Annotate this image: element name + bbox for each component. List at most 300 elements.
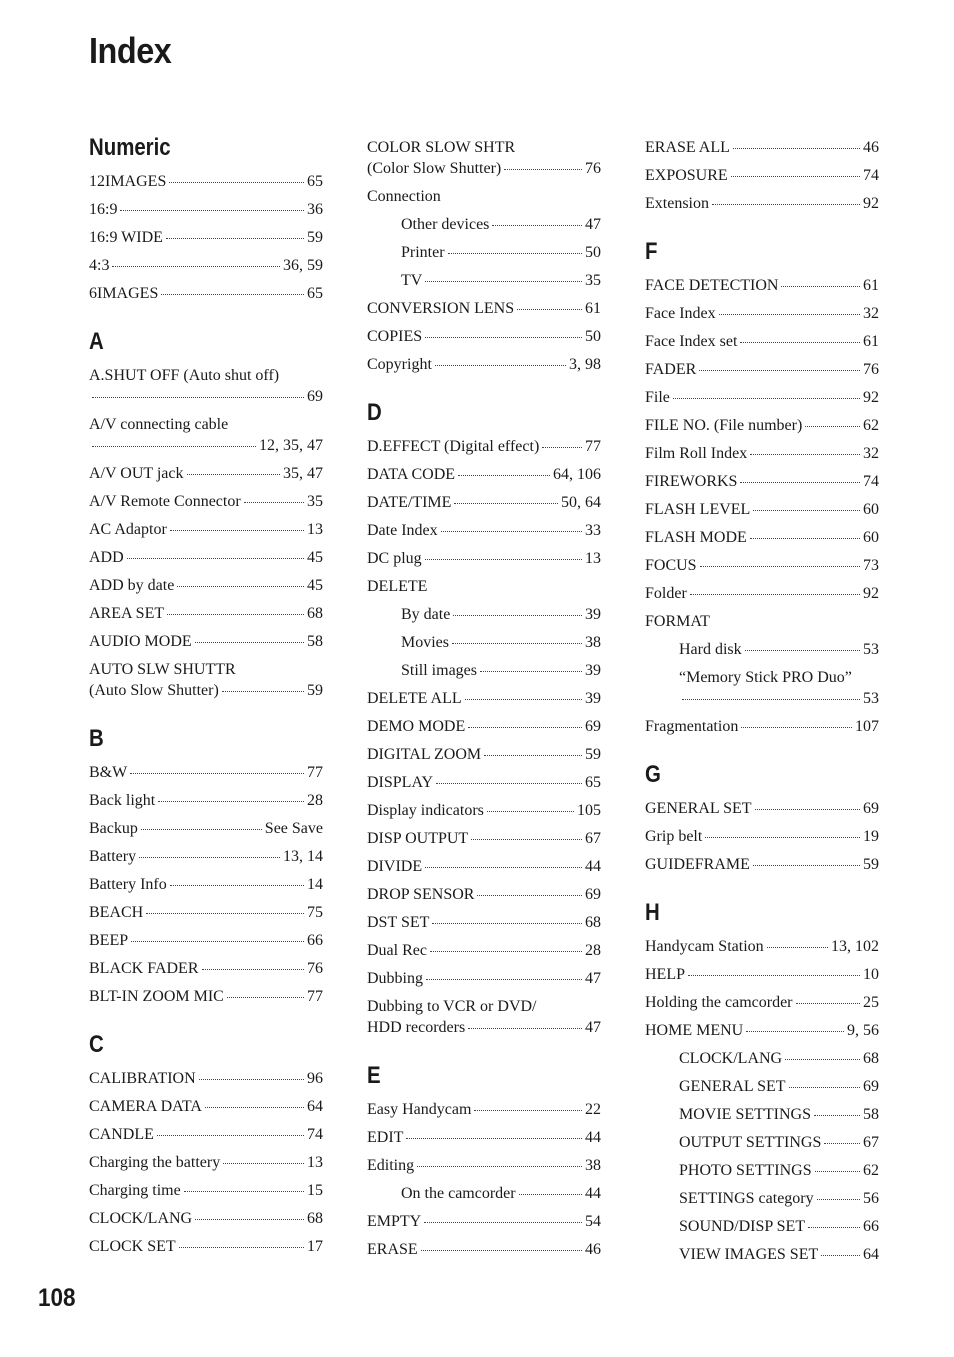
index-entry — [645, 524, 879, 552]
entry-term: By date — [401, 606, 451, 623]
index-entry — [367, 1208, 601, 1236]
entry-pages: 67 — [585, 830, 601, 847]
entry-term: Copyright — [367, 356, 432, 373]
index-entry — [645, 134, 879, 162]
index-entry — [645, 190, 879, 218]
entry-pages: 92 — [863, 585, 879, 602]
entry-row — [89, 386, 323, 407]
dot-leader — [468, 1028, 582, 1029]
entry-row — [679, 1160, 879, 1181]
entry-pages: 66 — [863, 1218, 879, 1235]
dot-leader — [480, 671, 582, 672]
entry-term: BLT-IN ZOOM MIC — [89, 988, 224, 1005]
index-entry — [645, 795, 879, 823]
dot-leader — [424, 1222, 582, 1223]
dot-leader — [690, 594, 860, 595]
entry-term-line: AUTO SLW SHUTTR — [89, 661, 236, 678]
section-heading: C — [89, 1031, 104, 1058]
dot-leader — [202, 969, 305, 970]
dot-leader — [815, 1171, 860, 1172]
dot-leader — [435, 365, 566, 366]
entry-pages: 66 — [307, 932, 323, 949]
index-subentry — [367, 1180, 601, 1208]
entry-pages: 56 — [863, 1190, 879, 1207]
entry-pages: 3, 98 — [569, 356, 601, 373]
page-title: Index — [89, 30, 172, 71]
entry-row — [679, 1076, 879, 1097]
entry-term: B&W — [89, 764, 128, 781]
dot-leader — [781, 286, 860, 287]
dot-leader — [436, 783, 582, 784]
entry-row — [89, 1152, 323, 1173]
entry-pages: 35 — [585, 272, 601, 289]
index-entry — [89, 843, 323, 871]
index-entry — [645, 1017, 879, 1045]
index-entry — [367, 881, 601, 909]
index-entry — [89, 871, 323, 899]
entry-pages: 28 — [585, 942, 601, 959]
entry-term: Extension — [645, 195, 709, 212]
entry-pages: 105 — [577, 802, 601, 819]
entry-pages: 13 — [585, 550, 601, 567]
entry-term: On the camcorder — [401, 1185, 516, 1202]
entry-row — [367, 548, 601, 569]
entry-term: DISP OUTPUT — [367, 830, 469, 847]
dot-leader — [112, 266, 280, 267]
entry-row — [367, 1099, 601, 1120]
entry-row — [645, 555, 879, 576]
index-subentry — [367, 657, 601, 685]
entry-term: FILE NO. (File number) — [645, 417, 803, 434]
entry-row — [645, 443, 879, 464]
entry-term: EXPOSURE — [645, 167, 728, 184]
dot-leader — [785, 1059, 860, 1060]
entry-pages: 59 — [585, 746, 601, 763]
entry-row — [401, 660, 601, 681]
entry-term: DIGITAL ZOOM — [367, 746, 482, 763]
dot-leader — [177, 586, 304, 587]
entry-pages: 50 — [585, 328, 601, 345]
section-heading: Numeric — [89, 134, 171, 161]
entry-row — [89, 255, 323, 276]
dot-leader — [492, 225, 582, 226]
entry-pages: 65 — [585, 774, 601, 791]
entry-term: EDIT — [367, 1129, 404, 1146]
dot-leader — [187, 474, 280, 475]
entry-pages: 50 — [585, 244, 601, 261]
entry-row — [645, 964, 879, 985]
entry-row — [401, 632, 601, 653]
dot-leader — [170, 885, 304, 886]
dot-leader — [454, 503, 558, 504]
dot-leader — [808, 1227, 860, 1228]
index-subentry — [645, 1045, 879, 1073]
dot-leader — [179, 1247, 304, 1248]
entry-pages: 36 — [307, 201, 323, 218]
entry-term: HOME MENU — [645, 1022, 744, 1039]
entry-pages: 59 — [863, 856, 879, 873]
entry-row — [645, 303, 879, 324]
entry-term: Dual Rec — [367, 942, 427, 959]
index-entry — [367, 573, 601, 601]
entry-row — [367, 912, 601, 933]
index-entry — [645, 552, 879, 580]
index-subentry — [645, 1157, 879, 1185]
dot-leader — [92, 446, 256, 447]
dot-leader — [430, 951, 582, 952]
entry-term: Still images — [401, 662, 477, 679]
entry-term: DIVIDE — [367, 858, 423, 875]
index-entry — [645, 961, 879, 989]
entry-pages: 68 — [307, 605, 323, 622]
index-entry — [645, 608, 879, 636]
entry-pages: 74 — [863, 473, 879, 490]
entry-row — [367, 1155, 601, 1176]
entry-pages: 68 — [585, 914, 601, 931]
index-entry — [89, 1233, 323, 1261]
entry-row — [89, 958, 323, 979]
dot-leader — [753, 865, 860, 866]
entry-term: File — [645, 389, 670, 406]
entry-pages: 19 — [863, 828, 879, 845]
index-entry — [89, 224, 323, 252]
entry-term: Back light — [89, 792, 156, 809]
entry-term: VIEW IMAGES SET — [679, 1246, 819, 1263]
index-entry — [367, 713, 601, 741]
entry-pages: 61 — [863, 277, 879, 294]
entry-term: GENERAL SET — [645, 800, 752, 817]
entry-row — [401, 214, 601, 235]
dot-leader — [425, 281, 582, 282]
dot-leader — [417, 1166, 582, 1167]
dot-leader — [474, 1110, 582, 1111]
section-heading: A — [89, 328, 104, 355]
index-column-2 — [367, 134, 601, 1284]
index-entry — [645, 440, 879, 468]
dot-leader — [421, 1250, 582, 1251]
entry-pages: 12, 35, 47 — [259, 437, 323, 454]
index-section — [367, 134, 601, 379]
dot-leader — [504, 169, 582, 170]
entry-term: ERASE — [367, 1241, 418, 1258]
entry-row — [367, 800, 601, 821]
entry-row — [89, 575, 323, 596]
entry-term: Grip belt — [645, 828, 703, 845]
entry-term: Backup — [89, 820, 138, 837]
index-entry — [89, 815, 323, 843]
entry-pages: 68 — [307, 1210, 323, 1227]
entry-row — [679, 1216, 879, 1237]
index-entry — [367, 461, 601, 489]
dot-leader — [425, 867, 582, 868]
dot-leader — [477, 895, 582, 896]
entry-row — [645, 527, 879, 548]
entry-pages: 13, 102 — [831, 938, 879, 955]
entry-term: Fragmentation — [645, 718, 739, 735]
entry-row — [89, 790, 323, 811]
entry-pages: 45 — [307, 577, 323, 594]
index-entry — [367, 937, 601, 965]
entry-term: ADD — [89, 549, 124, 566]
entry-row — [367, 520, 601, 541]
index-subentry — [645, 1129, 879, 1157]
index-entry — [367, 965, 601, 993]
entry-term: BLACK FADER — [89, 960, 199, 977]
entry-pages: 15 — [307, 1182, 323, 1199]
entry-term: Battery Info — [89, 876, 167, 893]
dot-leader — [767, 947, 828, 948]
index-entry — [367, 295, 601, 323]
dot-leader — [688, 975, 860, 976]
entry-row — [89, 491, 323, 512]
entry-row — [645, 165, 879, 186]
entry-term: BEACH — [89, 904, 144, 921]
entry-term: DELETE ALL — [367, 690, 462, 707]
entry-term: Other devices — [401, 216, 490, 233]
entry-term: BEEP — [89, 932, 129, 949]
dot-leader — [746, 1031, 844, 1032]
entry-pages: 32 — [863, 305, 879, 322]
entry-term: CANDLE — [89, 1126, 154, 1143]
entry-row — [89, 762, 323, 783]
entry-row — [645, 992, 879, 1013]
dot-leader — [731, 176, 860, 177]
entry-term: COPIES — [367, 328, 423, 345]
entry-row — [645, 331, 879, 352]
index-entry — [89, 516, 323, 544]
entry-pages: 92 — [863, 195, 879, 212]
dot-leader — [184, 1191, 304, 1192]
entry-row — [679, 1104, 879, 1125]
entry-term: EMPTY — [367, 1213, 422, 1230]
dot-leader — [542, 447, 582, 448]
entry-row — [89, 1236, 323, 1257]
entry-pages: 92 — [863, 389, 879, 406]
entry-pages: 47 — [585, 970, 601, 987]
index-subentry — [645, 1185, 879, 1213]
entry-row — [645, 137, 879, 158]
entry-pages: 46 — [863, 139, 879, 156]
entry-pages: 46 — [585, 1241, 601, 1258]
entry-row — [89, 283, 323, 304]
entry-row — [367, 298, 601, 319]
entry-term: FACE DETECTION — [645, 277, 779, 294]
entry-term: Folder — [645, 585, 687, 602]
entry-term: TV — [401, 272, 423, 289]
entry-term: ADD by date — [89, 577, 175, 594]
entry-row — [89, 227, 323, 248]
index-entry — [367, 1096, 601, 1124]
entry-pages: 53 — [863, 641, 879, 658]
entry-term: (Auto Slow Shutter) — [89, 682, 219, 699]
entry-row — [367, 492, 601, 513]
index-subentry — [367, 211, 601, 239]
entry-term: Charging the battery — [89, 1154, 221, 1171]
dot-leader — [705, 837, 860, 838]
index-subentry — [645, 1213, 879, 1241]
dot-leader — [244, 502, 304, 503]
dot-leader — [824, 1143, 860, 1144]
index-entry — [89, 983, 323, 1011]
section-heading: B — [89, 725, 104, 752]
section-heading: G — [645, 761, 661, 788]
entry-term: HDD recorders — [367, 1019, 466, 1036]
index-subentry — [367, 629, 601, 657]
entry-term: DATA CODE — [367, 466, 456, 483]
entry-pages: 38 — [585, 1157, 601, 1174]
entry-row — [89, 435, 323, 456]
dot-leader — [157, 1135, 304, 1136]
entry-row — [645, 387, 879, 408]
index-entry — [645, 713, 879, 741]
entry-row — [645, 415, 879, 436]
section-heading: E — [367, 1062, 381, 1089]
entry-row — [645, 583, 879, 604]
dot-leader — [131, 941, 304, 942]
index-entry — [89, 362, 323, 411]
entry-pages: 96 — [307, 1070, 323, 1087]
dot-leader — [741, 727, 852, 728]
entry-pages: 38 — [585, 634, 601, 651]
entry-pages: 76 — [307, 960, 323, 977]
dot-leader — [468, 727, 582, 728]
dot-leader — [673, 398, 860, 399]
dot-leader — [796, 1003, 861, 1004]
entry-term: Hard disk — [679, 641, 742, 658]
entry-pages: 25 — [863, 994, 879, 1011]
entry-term: Handycam Station — [645, 938, 764, 955]
entry-pages: 13, 14 — [283, 848, 323, 865]
entry-pages: 10 — [863, 966, 879, 983]
dot-leader — [789, 1087, 860, 1088]
entry-row — [645, 499, 879, 520]
entry-term: (Color Slow Shutter) — [367, 160, 502, 177]
entry-row — [367, 1127, 601, 1148]
entry-row — [89, 171, 323, 192]
entry-term: 12IMAGES — [89, 173, 167, 190]
index-entry — [89, 899, 323, 927]
dot-leader — [814, 1115, 860, 1116]
entry-term: AUDIO MODE — [89, 633, 192, 650]
entry-term: MOVIE SETTINGS — [679, 1106, 811, 1123]
entry-pages: 73 — [863, 557, 879, 574]
entry-pages: 47 — [585, 1019, 601, 1036]
entry-row — [367, 436, 601, 457]
index-entry — [89, 628, 323, 656]
entry-term: SOUND/DISP SET — [679, 1218, 806, 1235]
dot-leader — [452, 643, 582, 644]
entry-pages: 53 — [863, 690, 879, 707]
entry-row — [401, 1183, 601, 1204]
index-section — [89, 725, 323, 1011]
dot-leader — [750, 538, 860, 539]
entry-row — [89, 631, 323, 652]
entry-term-line: Connection — [367, 188, 441, 205]
dot-leader — [127, 558, 304, 559]
entry-term: DEMO MODE — [367, 718, 466, 735]
dot-leader — [195, 642, 304, 643]
index-entry — [89, 196, 323, 224]
index-section — [89, 134, 323, 308]
entry-row — [89, 1180, 323, 1201]
dot-leader — [821, 1255, 860, 1256]
entry-pages: 35, 47 — [283, 465, 323, 482]
entry-term: 16:9 WIDE — [89, 229, 163, 246]
entry-term: FOCUS — [645, 557, 697, 574]
index-entry — [367, 741, 601, 769]
entry-row — [367, 772, 601, 793]
dot-leader — [130, 773, 304, 774]
entry-term: Movies — [401, 634, 449, 651]
entry-pages: 69 — [585, 718, 601, 735]
entry-row — [367, 716, 601, 737]
dot-leader — [222, 691, 304, 692]
dot-leader — [205, 1107, 304, 1108]
entry-row — [89, 818, 323, 839]
entry-term: DROP SENSOR — [367, 886, 475, 903]
index-entry — [645, 580, 879, 608]
entry-row — [89, 199, 323, 220]
entry-term: Holding the camcorder — [645, 994, 793, 1011]
index-section — [367, 1062, 601, 1264]
entry-row — [645, 936, 879, 957]
index-subentry — [367, 267, 601, 295]
index-subentry — [645, 1073, 879, 1101]
entry-row — [89, 930, 323, 951]
index-section — [645, 761, 879, 879]
index-entry — [89, 1093, 323, 1121]
entry-term: Printer — [401, 244, 445, 261]
entry-pages: 64 — [863, 1246, 879, 1263]
entry-pages: 69 — [863, 800, 879, 817]
entry-pages: 44 — [585, 1129, 601, 1146]
entry-pages: 60 — [863, 529, 879, 546]
index-entry — [89, 488, 323, 516]
entry-pages: 62 — [863, 417, 879, 434]
dot-leader — [406, 1138, 582, 1139]
entry-pages: 39 — [585, 606, 601, 623]
entry-pages: 59 — [307, 229, 323, 246]
dot-leader — [484, 755, 582, 756]
index-entry — [645, 989, 879, 1017]
index-entry — [89, 1149, 323, 1177]
entry-pages: See Save — [264, 820, 323, 837]
entry-row — [89, 547, 323, 568]
entry-row — [367, 968, 601, 989]
index-section — [645, 238, 879, 741]
index-entry — [367, 183, 601, 211]
entry-pages: 69 — [585, 886, 601, 903]
entry-pages: 50, 64 — [561, 494, 601, 511]
index-entry — [367, 1124, 601, 1152]
index-entry — [367, 1236, 601, 1264]
section-heading: H — [645, 899, 660, 926]
entry-row — [645, 471, 879, 492]
entry-pages: 64, 106 — [553, 466, 601, 483]
entry-pages: 13 — [307, 1154, 323, 1171]
entry-term: 4:3 — [89, 257, 110, 274]
index-entry — [89, 280, 323, 308]
entry-term-line: DELETE — [367, 578, 428, 595]
dot-leader — [141, 829, 262, 830]
entry-term: Battery — [89, 848, 137, 865]
entry-term-line: A.SHUT OFF (Auto shut off) — [89, 367, 280, 384]
entry-row — [89, 519, 323, 540]
dot-leader — [719, 314, 860, 315]
entry-term-line: Dubbing to VCR or DVD/ — [367, 998, 537, 1015]
entry-term: ERASE ALL — [645, 139, 730, 156]
entry-term: CALIBRATION — [89, 1070, 196, 1087]
